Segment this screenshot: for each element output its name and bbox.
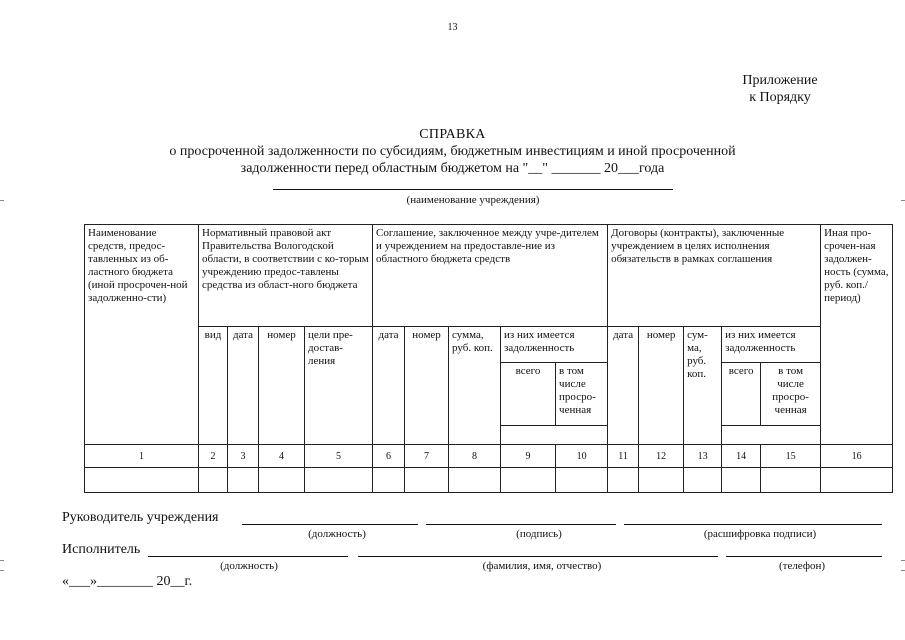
scan-mark: [0, 560, 4, 561]
title-line-2: о просроченной задолженности по субсидиям, бюджетным инвестициям и иной просроченной: [169, 144, 736, 159]
col-num-2: 2: [199, 445, 228, 468]
col-num-5: 5: [305, 445, 373, 468]
header-other-debt: Иная про-срочен-ная задолжен-ность (сумма, руб. коп./ период): [821, 225, 893, 445]
table-cell: [501, 468, 556, 493]
scan-mark: [0, 200, 4, 201]
header-con-number: номер: [639, 327, 684, 445]
table-cell: [556, 468, 608, 493]
table-cell: [228, 468, 259, 493]
col-num-10: 10: [556, 445, 608, 468]
table-cell: [373, 468, 405, 493]
table-cell: [405, 468, 449, 493]
table-cell: [761, 468, 821, 493]
col-num-15: 15: [761, 445, 821, 468]
header-agreement: Соглашение, заключенное между учре-дителем и учреждением на предоставле-ние из областного бюджета средств: [373, 225, 608, 327]
table-cell: [639, 468, 684, 493]
header-con-sum: сум-ма, руб. коп.: [684, 327, 722, 445]
head-label: Руководитель учреждения: [62, 510, 219, 525]
exec-phone-caption: (телефон): [778, 560, 826, 572]
document-title: [0, 126, 905, 177]
col-num-6: 6: [373, 445, 405, 468]
institution-line: [273, 189, 673, 190]
institution-label: (наименование учреждения): [406, 194, 540, 206]
exec-phone-line: [726, 556, 882, 557]
header-legal-act: Нормативный правовой акт Правительства Вологодской области, в соответствии с ко-торым учреждению предос-тавлены средства из област-ного бюджета: [199, 225, 373, 327]
head-position-line: [242, 524, 418, 525]
header-act-kind: вид: [199, 327, 228, 445]
report-table: [84, 224, 893, 493]
head-signature-caption: (подпись): [516, 528, 562, 540]
col-num-3: 3: [228, 445, 259, 468]
header-agr-overdue: в том числе просро-ченная: [556, 363, 608, 426]
header-act-number: номер: [259, 327, 305, 445]
col-num-8: 8: [449, 445, 501, 468]
header-act-date: дата: [228, 327, 259, 445]
header-agr-total: всего: [501, 363, 556, 426]
table-cell: [449, 468, 501, 493]
col-num-4: 4: [259, 445, 305, 468]
scan-mark: [901, 560, 905, 561]
col-num-14: 14: [722, 445, 761, 468]
table-cell: [259, 468, 305, 493]
exec-position-line: [148, 556, 348, 557]
table-cell: [608, 468, 639, 493]
table-cell: [821, 468, 893, 493]
exec-name-line: [358, 556, 718, 557]
scan-mark: [901, 200, 905, 201]
col-num-12: 12: [639, 445, 684, 468]
header-agr-date: дата: [373, 327, 405, 445]
head-signature-line: [426, 524, 616, 525]
exec-position-caption: (должность): [220, 560, 278, 572]
executor-label: Исполнитель: [62, 542, 141, 557]
appendix-line-2: к Порядку: [749, 90, 811, 105]
header-act-purpose: цели пре-достав-ления: [305, 327, 373, 445]
title-heading: СПРАВКА: [419, 127, 486, 142]
head-decoding-caption: (расшифровка подписи): [703, 528, 817, 540]
header-agr-number: номер: [405, 327, 449, 445]
table-cell: [722, 468, 761, 493]
title-line-3: задолженности перед областным бюджетом на "__" _______ 20___года: [240, 161, 665, 176]
table-cell: [305, 468, 373, 493]
col-num-16: 16: [821, 445, 893, 468]
appendix-note: [700, 72, 860, 106]
col-num-1: 1: [85, 445, 199, 468]
table-cell: [199, 468, 228, 493]
col-num-7: 7: [405, 445, 449, 468]
appendix-line-1: Приложение: [742, 73, 818, 88]
header-name-of-funds: Наименование средств, предос-тавленных из об-ластного бюджета (иной просрочен-ной задолженно-сти): [85, 225, 199, 445]
table-cell: [684, 468, 722, 493]
exec-name-caption: (фамилия, имя, отчество): [482, 560, 602, 572]
header-con-total: всего: [722, 363, 761, 426]
head-position-caption: (должность): [308, 528, 366, 540]
date-line: «___»________ 20__г.: [62, 574, 193, 589]
header-con-debt: из них имеется задолженность: [722, 327, 821, 363]
header-contracts: Договоры (контракты), заключенные учреждением в целях исполнения обязательств в рамках соглашения: [608, 225, 821, 327]
table-cell: [85, 468, 199, 493]
header-agr-debt: из них имеется задолженность: [501, 327, 608, 363]
col-num-11: 11: [608, 445, 639, 468]
col-num-13: 13: [684, 445, 722, 468]
empty-data-row: [85, 468, 893, 493]
header-con-date: дата: [608, 327, 639, 445]
page-number: 13: [447, 22, 458, 33]
col-num-9: 9: [501, 445, 556, 468]
scan-mark: [0, 570, 4, 571]
head-decoding-line: [624, 524, 882, 525]
column-numbers-row: [85, 445, 893, 468]
header-agr-sum: сумма, руб. коп.: [449, 327, 501, 445]
header-con-overdue: в том числе просро-ченная: [761, 363, 821, 426]
scan-mark: [901, 570, 905, 571]
